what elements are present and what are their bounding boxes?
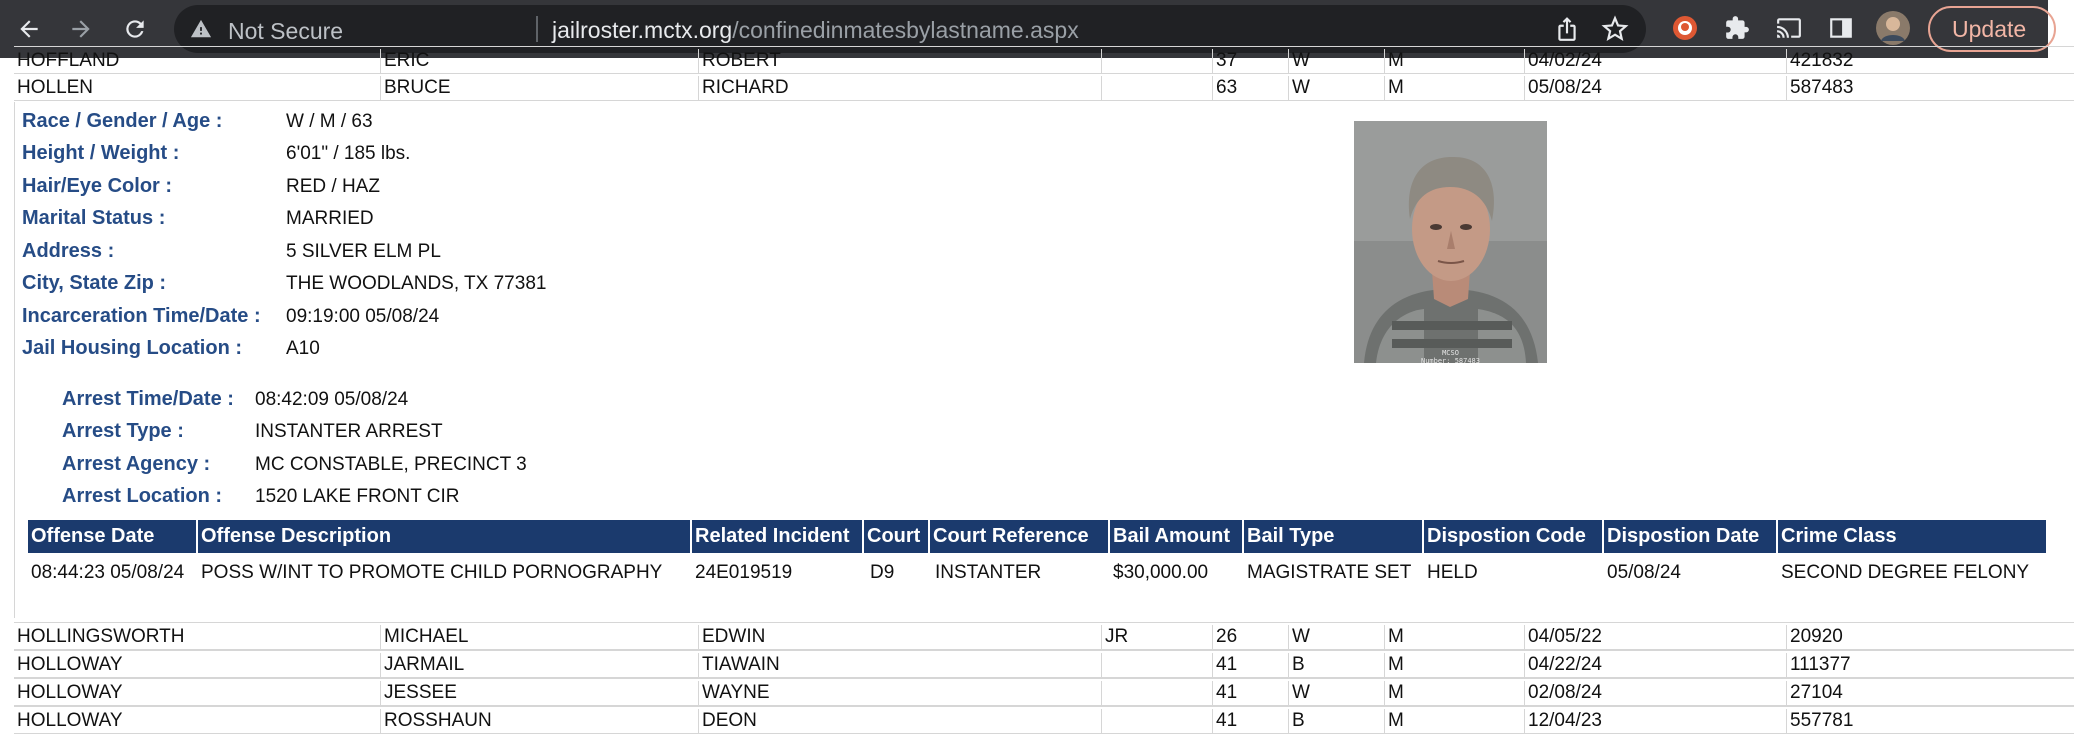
arrest-location-value: 1520 LAKE FRONT CIR (255, 486, 460, 507)
offense-date: 08:44:23 05/08/24 (31, 562, 185, 583)
header-disposition-code: Dispostion Code (1422, 520, 1586, 553)
url-path: /confinedinmatesbylastname.aspx (732, 17, 1079, 43)
not-secure-label: Not Secure (228, 18, 344, 44)
omnibox-separator (536, 16, 538, 42)
age: 41 (1212, 681, 1237, 705)
incarceration-value: 09:19:00 05/08/24 (286, 306, 440, 327)
middle-name: DEON (698, 709, 757, 733)
booking-date: 04/02/24 (1524, 49, 1602, 73)
cast-icon[interactable] (1774, 13, 1804, 43)
suffix (1101, 76, 1105, 100)
bail-type: MAGISTRATE SET (1247, 562, 1412, 583)
arrest-time-value: 08:42:09 05/08/24 (255, 389, 409, 410)
booking-number: 421832 (1786, 49, 1853, 73)
header-bail-amount: Bail Amount (1108, 520, 1230, 553)
first-name: ERIC (380, 49, 429, 73)
marital-status-value: MARRIED (286, 208, 374, 229)
first-name: JARMAIL (380, 653, 464, 677)
header-related-incident: Related Incident (690, 520, 849, 553)
first-name: JESSEE (380, 681, 457, 705)
inmate-row[interactable] (14, 678, 2074, 706)
reload-button[interactable] (116, 10, 154, 48)
arrest-time-label: Arrest Time/Date : (62, 388, 234, 410)
forward-button[interactable] (62, 10, 100, 48)
suffix (1101, 49, 1105, 73)
race-gender-age-value: W / M / 63 (286, 111, 373, 132)
age: 26 (1212, 625, 1237, 649)
arrest-type-label: Arrest Type : (62, 420, 184, 442)
race: W (1288, 625, 1310, 649)
offense-description: POSS W/INT TO PROMOTE CHILD PORNOGRAPHY (201, 562, 663, 583)
booking-number: 27104 (1786, 681, 1843, 705)
race: B (1288, 653, 1305, 677)
back-button[interactable] (10, 10, 48, 48)
address-value: 5 SILVER ELM PL (286, 241, 441, 262)
mugshot-photo (1354, 121, 1547, 363)
url-text[interactable] (552, 17, 1079, 44)
header-bail-type: Bail Type (1242, 520, 1334, 553)
last-name: HOLLOWAY (17, 654, 123, 675)
url-host: jailroster.mctx.org (552, 17, 733, 43)
last-name: HOLLOWAY (17, 710, 123, 731)
sex: M (1384, 681, 1404, 705)
housing-location-value: A10 (286, 338, 320, 359)
warning-icon (190, 18, 212, 40)
suffix (1101, 653, 1105, 677)
bookmark-star-icon[interactable] (1602, 16, 1628, 42)
booking-number: 587483 (1786, 76, 1853, 100)
crime-class: SECOND DEGREE FELONY (1781, 562, 2030, 583)
age: 37 (1212, 49, 1237, 73)
race: W (1288, 76, 1310, 100)
court-reference: INSTANTER (935, 562, 1042, 583)
header-offense-description: Offense Description (196, 520, 391, 553)
age: 41 (1212, 653, 1237, 677)
update-button[interactable]: Update (1928, 6, 2056, 52)
suffix (1101, 709, 1105, 733)
related-incident: 24E019519 (695, 562, 793, 583)
share-icon[interactable] (1554, 16, 1580, 42)
side-panel-icon[interactable] (1826, 13, 1856, 43)
first-name: ROSSHAUN (380, 709, 492, 733)
race: W (1288, 49, 1310, 73)
arrest-type-value: INSTANTER ARREST (255, 421, 443, 442)
city-state-zip-value: THE WOODLANDS, TX 77381 (286, 273, 547, 294)
mugshot-number-caption: Number: 587483 (1420, 357, 1480, 365)
city-state-zip-label: City, State Zip : (22, 272, 167, 294)
sex: M (1384, 653, 1404, 677)
middle-name: ROBERT (698, 49, 781, 73)
reload-icon (122, 16, 148, 42)
suffix (1101, 681, 1105, 705)
extensions-puzzle-icon[interactable] (1722, 13, 1752, 43)
first-name: MICHAEL (380, 625, 468, 649)
age: 63 (1212, 76, 1237, 100)
middle-name: EDWIN (698, 625, 765, 649)
arrest-location-label: Arrest Location : (62, 485, 223, 507)
middle-name: TIAWAIN (698, 653, 780, 677)
hair-eye-value: RED / HAZ (286, 176, 380, 197)
booking-number: 557781 (1786, 709, 1853, 733)
race: W (1288, 681, 1310, 705)
race: B (1288, 709, 1305, 733)
height-weight-value: 6'01" / 185 lbs. (286, 143, 411, 164)
disposition-date: 05/08/24 (1607, 562, 1681, 583)
last-name: HOLLEN (17, 77, 94, 98)
booking-date: 04/22/24 (1524, 653, 1602, 677)
incarceration-label: Incarceration Time/Date : (22, 305, 261, 327)
hair-eye-label: Hair/Eye Color : (22, 175, 173, 197)
booking-number: 111377 (1786, 653, 1851, 677)
address-label: Address : (22, 240, 115, 262)
inmate-row[interactable] (14, 46, 2074, 74)
offense-table-header (28, 520, 2046, 553)
inmate-row[interactable] (14, 650, 2074, 678)
first-name: BRUCE (380, 76, 451, 100)
arrest-agency-value: MC CONSTABLE, PRECINCT 3 (255, 454, 527, 475)
inmate-row[interactable] (14, 706, 2074, 734)
bail-amount: $30,000.00 (1113, 562, 1209, 583)
header-court: Court (862, 520, 920, 553)
booking-date: 02/08/24 (1524, 681, 1602, 705)
sex: M (1384, 625, 1404, 649)
booking-date: 05/08/24 (1524, 76, 1602, 100)
header-crime-class: Crime Class (1776, 520, 1897, 553)
arrest-agency-label: Arrest Agency : (62, 453, 211, 475)
court: D9 (870, 562, 895, 583)
inmate-portrait-image (1354, 121, 1547, 363)
duckduckgo-extension-icon[interactable] (1670, 13, 1700, 43)
middle-name: WAYNE (698, 681, 770, 705)
header-offense-date: Offense Date (31, 525, 155, 547)
back-arrow-icon (16, 16, 42, 42)
header-court-reference: Court Reference (928, 520, 1089, 553)
disposition-code: HELD (1427, 562, 1478, 583)
suffix: JR (1101, 625, 1128, 649)
inmate-row-selected[interactable] (14, 73, 2074, 101)
last-name: HOLLOWAY (17, 682, 123, 703)
sex: M (1384, 709, 1404, 733)
booking-date: 04/05/22 (1524, 625, 1602, 649)
sex: M (1384, 49, 1404, 73)
roster-page (0, 50, 2048, 731)
middle-name: RICHARD (698, 76, 789, 100)
profile-avatar-icon[interactable] (1878, 13, 1908, 43)
height-weight-label: Height / Weight : (22, 142, 180, 164)
marital-status-label: Marital Status : (22, 207, 166, 229)
header-disposition-date: Dispostion Date (1602, 520, 1759, 553)
last-name: HOLLINGSWORTH (17, 626, 185, 647)
last-name: HOFFLAND (17, 50, 120, 71)
mugshot-agency-caption: MCSO (1442, 349, 1459, 357)
booking-number: 20920 (1786, 625, 1843, 649)
inmate-row[interactable] (14, 622, 2074, 650)
age: 41 (1212, 709, 1237, 733)
forward-arrow-icon (68, 16, 94, 42)
sex: M (1384, 76, 1404, 100)
housing-location-label: Jail Housing Location : (22, 337, 243, 359)
race-gender-age-label: Race / Gender / Age : (22, 110, 223, 132)
booking-date: 12/04/23 (1524, 709, 1602, 733)
